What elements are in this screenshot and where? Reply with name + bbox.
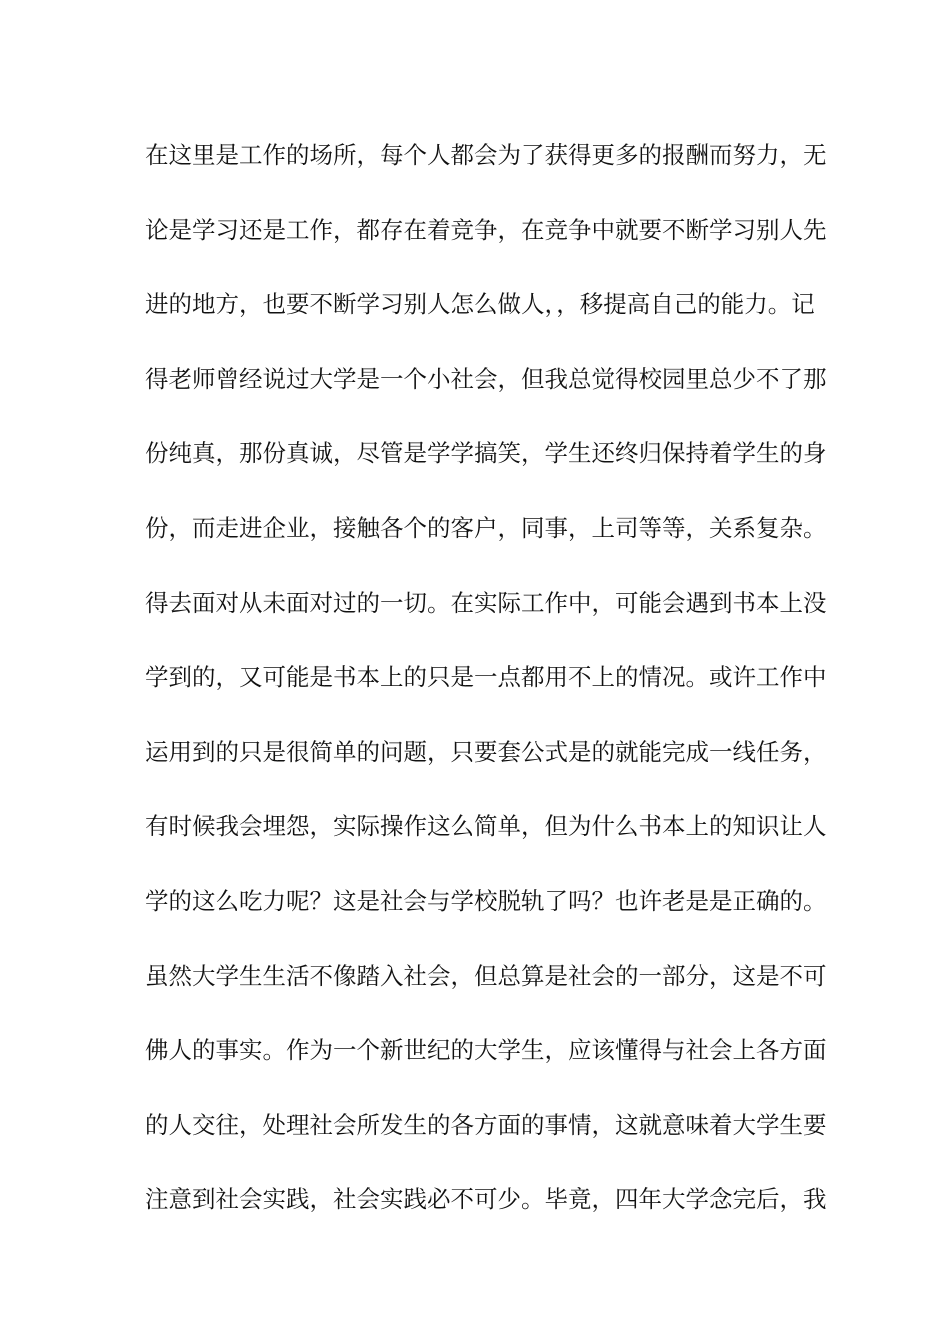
- text-line-11: 学的这么吃力呢？这是社会与学校脱轨了吗？也许老是是正确的。: [145, 886, 827, 915]
- text-line-13: 佛人的事实。作为一个新世纪的大学生，应该懂得与社会上各方面: [145, 1036, 827, 1065]
- body-text: [145, 132, 827, 1251]
- text-line-15: 注意到社会实践，社会实践必不可少。毕竟，四年大学念完后，我: [145, 1185, 827, 1214]
- text-line-12: 虽然大学生生活不像踏入社会，但总算是社会的一部分，这是不可: [145, 961, 827, 990]
- text-line-8: 学到的，又可能是书本上的只是一点都用不上的情况。或许工作中: [145, 663, 827, 692]
- text-line-4: 得老师曾经说过大学是一个小社会，但我总觉得校园里总少不了那: [145, 364, 827, 393]
- text-line-5: 份纯真，那份真诚，尽管是学学搞笑，学生还终归保持着学生的身: [145, 439, 827, 468]
- text-line-9: 运用到的只是很简单的问题，只要套公式是的就能完成一线任务，: [145, 737, 827, 766]
- text-line-10: 有时候我会埋怨，实际操作这么简单，但为什么书本上的知识让人: [145, 812, 827, 841]
- text-line-1: 在这里是工作的场所，每个人都会为了获得更多的报酬而努力，无: [145, 141, 827, 169]
- text-line-6: 份，而走进企业，接触各个的客户，同事，上司等等，关系复杂。: [145, 513, 827, 542]
- text-line-3: 进的地方，也要不断学习别人怎么做人，，移提高自己的能力。记: [145, 290, 815, 319]
- text-line-14: 的人交往，处理社会所发生的各方面的事情，这就意味着大学生要: [145, 1110, 827, 1139]
- text-line-2: 论是学习还是工作，都存在着竞争，在竞争中就要不断学习别人先: [145, 215, 827, 244]
- text-line-7: 得去面对从未面对过的一切。在实际工作中，可能会遇到书本上没: [145, 588, 827, 617]
